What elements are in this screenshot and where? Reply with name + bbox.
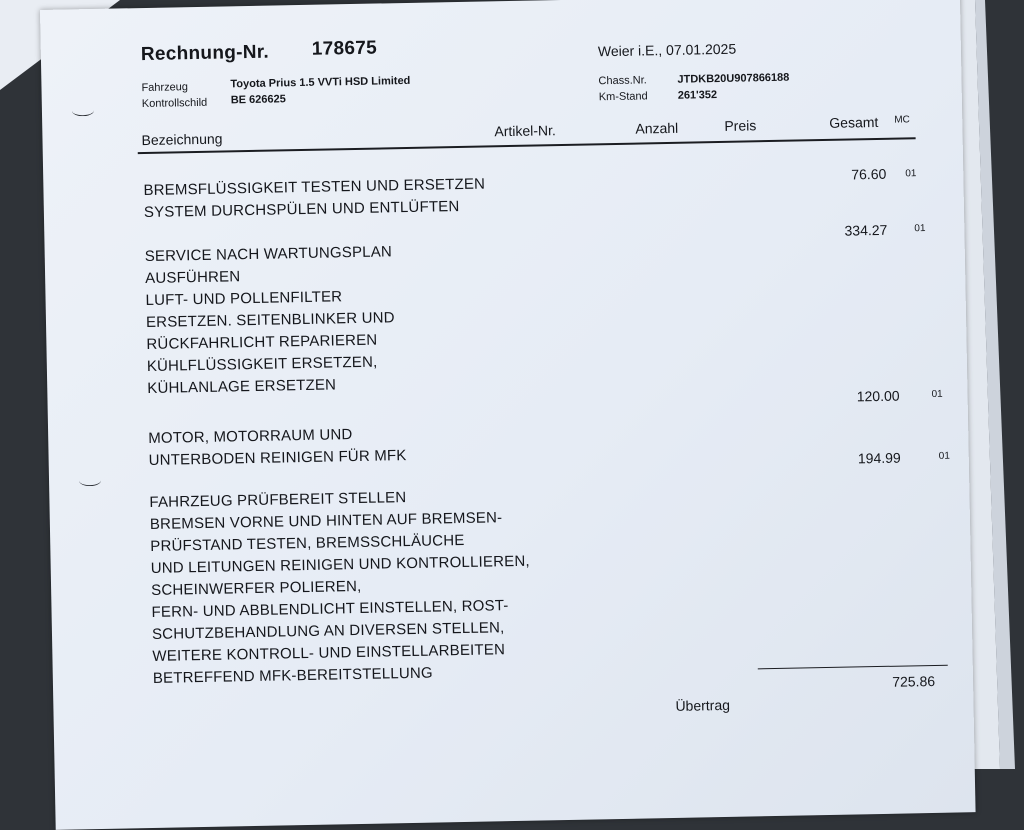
uebertrag-amount: 725.86 xyxy=(892,672,936,690)
chass-value: JTDKB20U907866188 xyxy=(677,71,790,86)
uebertrag-label: Übertrag xyxy=(675,696,731,714)
line-item-1-text: BREMSFLÜSSIGKEIT TESTEN UND ERSETZEN SYSTEM DURCHSPÜLEN UND ENTLÜFTEN xyxy=(143,175,486,222)
line-item-4-mc: 01 xyxy=(938,450,950,462)
column-bezeichnung: Bezeichnung xyxy=(141,130,223,149)
kontrollschild-value: BE 626625 xyxy=(230,93,286,107)
line-item-1-amount: 76.60 xyxy=(851,165,887,183)
line-item-3-mc: 01 xyxy=(931,388,943,400)
punch-hole-bottom xyxy=(79,475,101,486)
line-item-4-amount: 194.99 xyxy=(857,449,901,467)
km-value: 261'352 xyxy=(677,89,718,102)
column-mc: MC xyxy=(894,114,910,126)
punch-hole-top xyxy=(72,105,94,116)
line-item-2-text: SERVICE NACH WARTUNGSPLAN AUSFÜHREN LUFT- UND POLLENFILTER ERSETZEN. SEITENBLINKER UND RÜCKFAHRLICHT REPARIEREN KÜHLFLÜSSIGKEIT ERSETZEN, KÜHLANLAGE ERSETZEN xyxy=(144,243,395,398)
invoice-number: 178675 xyxy=(311,37,378,60)
place-date: Weier i.E., 07.01.2025 xyxy=(597,40,737,60)
line-item-3-amount: 120.00 xyxy=(856,387,900,405)
km-label: Km-Stand xyxy=(598,90,648,104)
column-preis: Preis xyxy=(724,117,757,134)
header-rule xyxy=(138,137,916,153)
kontrollschild-label: Kontrollschild xyxy=(141,96,208,111)
total-rule xyxy=(758,665,948,670)
line-item-2-mc: 01 xyxy=(914,223,926,235)
column-gesamt: Gesamt xyxy=(829,113,879,131)
invoice-page xyxy=(40,0,976,830)
line-item-2-amount: 334.27 xyxy=(844,221,888,239)
column-artikel: Artikel-Nr. xyxy=(494,122,557,140)
column-anzahl: Anzahl xyxy=(635,119,679,137)
line-item-4-text: FAHRZEUG PRÜFBEREIT STELLEN BREMSEN VORNE UND HINTEN AUF BREMSEN- PRÜFSTAND TESTEN, BREMSSCHLÄUCHE UND LEITUNGEN REINIGEN UND KONTROLLIEREN, SCHEINWERFER POLIEREN, FERN- UND ABBLENDLICHT EINSTELLEN, ROST- SCHUTZBEHANDLUNG AN DIVERSEN STELLEN, WEITERE KONTROLL- UND EINSTELLARBEITEN BETREFFEND MFK-BEREITSTELLUNG xyxy=(149,489,530,687)
fahrzeug-value: Toyota Prius 1.5 VVTi HSD Limited xyxy=(230,74,411,91)
invoice-number-label: Rechnung-Nr. xyxy=(140,41,270,66)
chass-label: Chass.Nr. xyxy=(598,74,647,88)
line-item-1-mc: 01 xyxy=(905,168,917,180)
fahrzeug-label: Fahrzeug xyxy=(141,81,189,95)
line-item-3-text: MOTOR, MOTORRAUM UND UNTERBODEN REINIGEN FÜR MFK xyxy=(148,426,407,469)
